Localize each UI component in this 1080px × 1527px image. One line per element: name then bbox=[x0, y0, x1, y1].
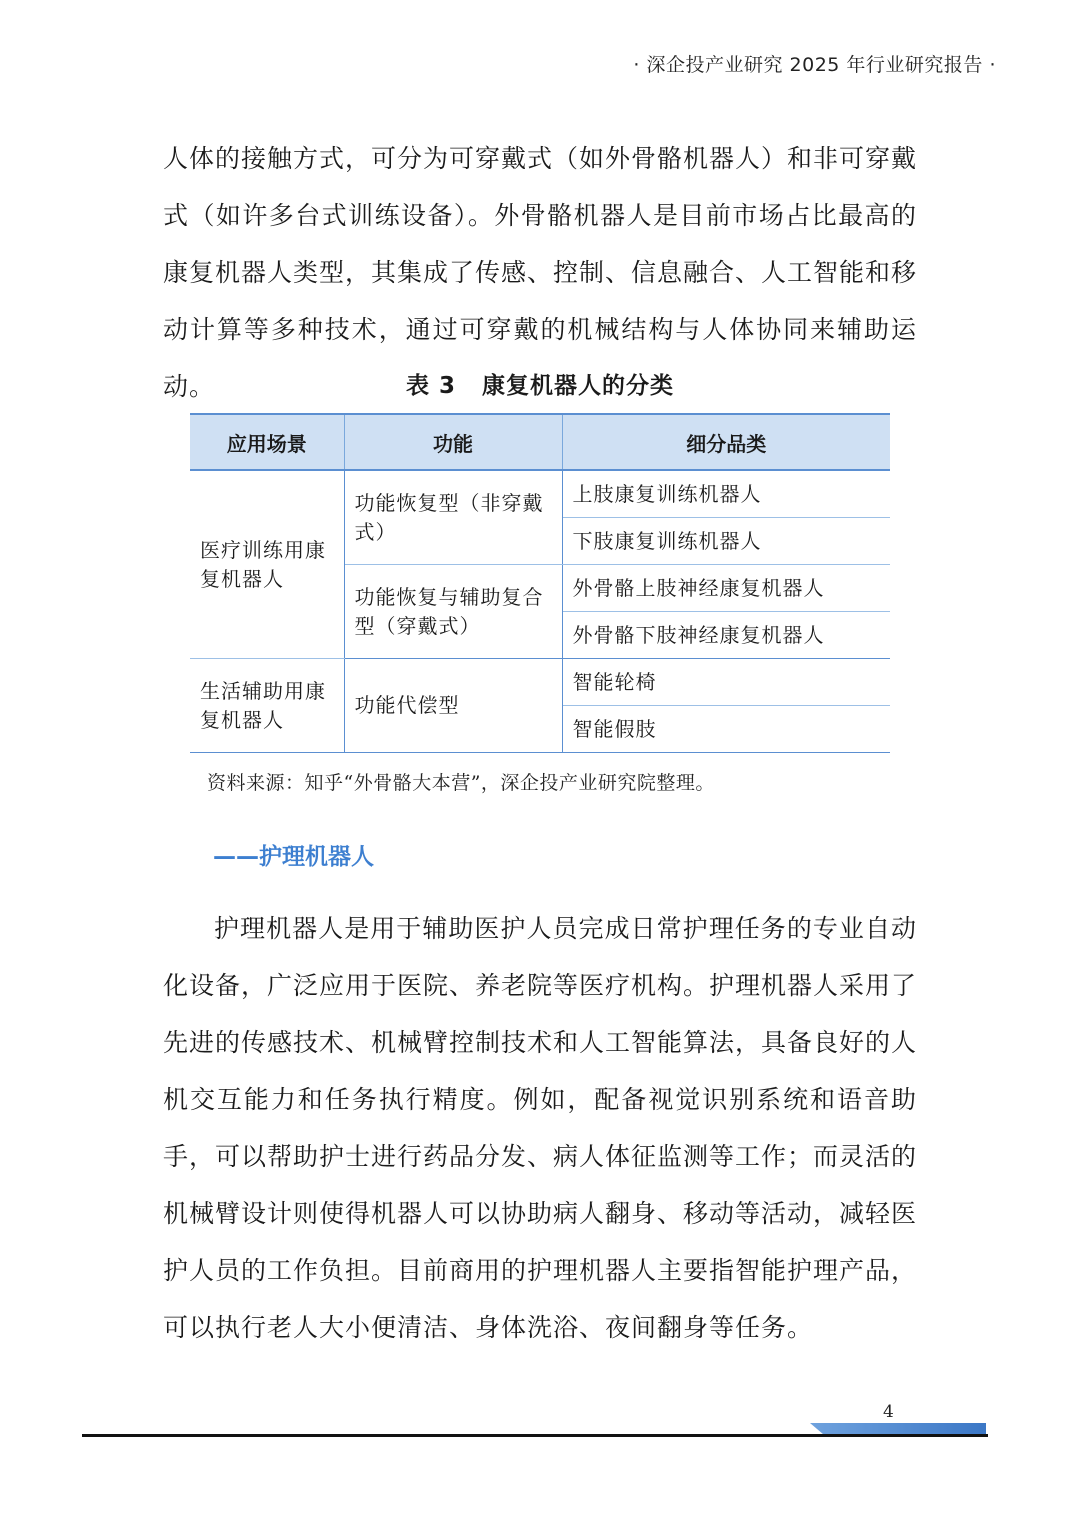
table-caption bbox=[0, 367, 1080, 400]
table-source-note: 资料来源：知乎“外骨骼大本营”，深企投产业研究院整理。 bbox=[207, 772, 715, 794]
function-cell: 功能恢复与辅助复合型（穿戴式） bbox=[344, 565, 562, 659]
subcategory-cell: 上肢康复训练机器人 bbox=[562, 470, 890, 518]
subcategory-cell: 外骨骼上肢神经康复机器人 bbox=[562, 565, 890, 612]
scene-cell: 医疗训练用康复机器人 bbox=[190, 470, 344, 659]
subcategory-cell: 智能假肢 bbox=[562, 706, 890, 753]
intro-paragraph: 人体的接触方式，可分为可穿戴式（如外骨骼机器人）和非可穿戴式（如许多台式训练设备）。外骨骼机器人是目前市场占比最高的康复机器人类型，其集成了传感、控制、信息融合、人工智能和移动计算等多种技术，通过可穿戴的机械结构与人体协同来辅助运动。 bbox=[163, 144, 918, 401]
classification-table bbox=[190, 413, 890, 753]
header-function: 功能 bbox=[344, 414, 562, 470]
scene-cell: 生活辅助用康复机器人 bbox=[190, 659, 344, 753]
subcategory-cell: 下肢康复训练机器人 bbox=[562, 518, 890, 565]
header-subcategory: 细分品类 bbox=[562, 414, 890, 470]
header-scene: 应用场景 bbox=[190, 414, 344, 470]
table-title: 康复机器人的分类 bbox=[482, 373, 674, 399]
report-header: · 深企投产业研究 2025 年行业研究报告 · bbox=[633, 54, 996, 76]
subcategory-cell: 外骨骼下肢神经康复机器人 bbox=[562, 612, 890, 659]
subcategory-cell: 智能轮椅 bbox=[562, 659, 890, 706]
function-cell: 功能代偿型 bbox=[344, 659, 562, 753]
footer-rule bbox=[82, 1434, 988, 1437]
table-row bbox=[190, 659, 890, 706]
page-number: 4 bbox=[883, 1402, 894, 1422]
function-cell: 功能恢复型（非穿戴式） bbox=[344, 470, 562, 565]
section-subheading: ——护理机器人 bbox=[213, 844, 374, 870]
table-header-row bbox=[190, 414, 890, 470]
nursing-paragraph: 护理机器人是用于辅助医护人员完成日常护理任务的专业自动化设备，广泛应用于医院、养老院等医疗机构。护理机器人采用了先进的传感技术、机械臂控制技术和人工智能算法，具备良好的人机交互能力和任务执行精度。例如，配备视觉识别系统和语音助手，可以帮助护士进行药品分发、病人体征监测等工作；而灵活的机械臂设计则使得机器人可以协助病人翻身、移动等活动，减轻医护人员的工作负担。目前商用的护理机器人主要指智能护理产品，可以执行老人大小便清洁、身体洗浴、夜间翻身等任务。 bbox=[163, 914, 918, 1342]
table-row bbox=[190, 470, 890, 518]
table-number: 表 3 bbox=[405, 373, 456, 399]
